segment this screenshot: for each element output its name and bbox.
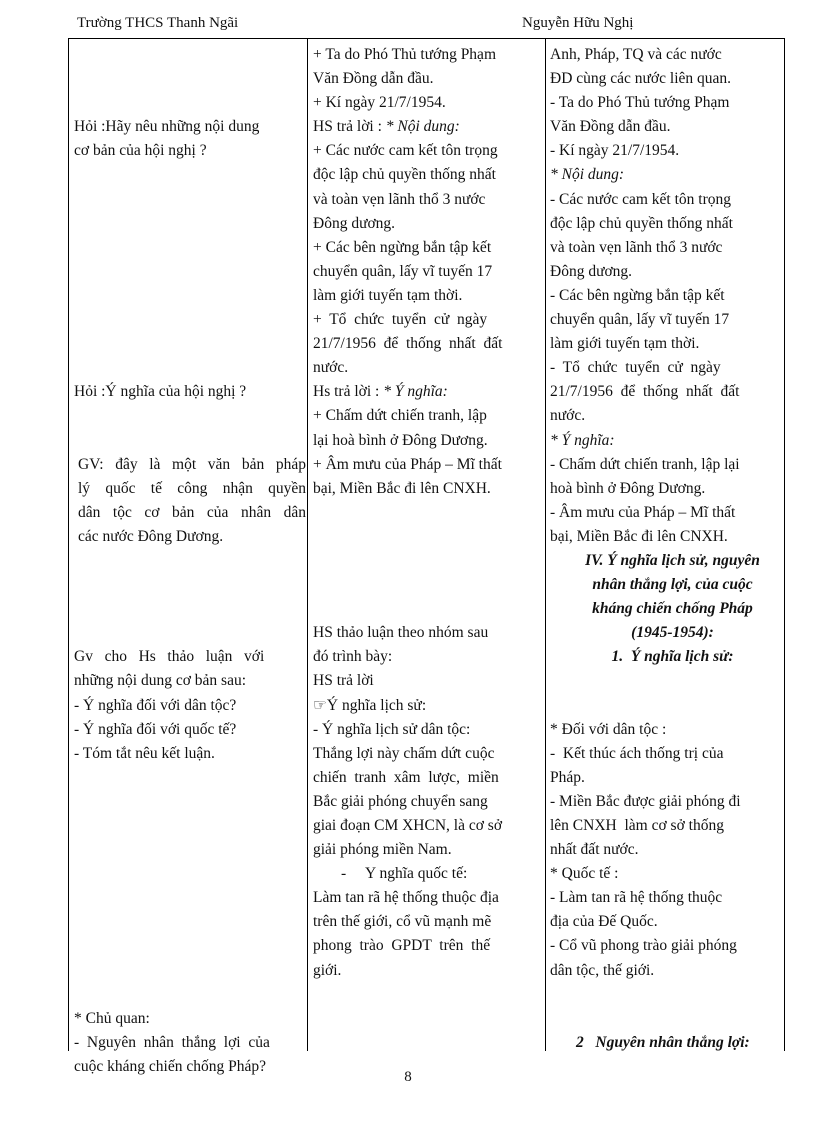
table-right-border [784, 38, 785, 1051]
table-divider-2 [545, 38, 546, 1051]
question-content: Hỏi :Hãy nêu những nội dung [74, 118, 260, 136]
section-heading: IV. Ý nghĩa lịch sử, nguyên nhân thắng lợi, của cuộc kháng chiến chống Pháp (1945-1954): 1. Ý nghĩa lịch sử: [585, 551, 760, 666]
header-school: Trường THCS Thanh Ngãi [77, 15, 239, 31]
student-column: + Ta do Phó Thủ tướng Phạm Văn Đồng dẫn đầu. + Kí ngày 21/7/1954. HS trả lời : * Nội dung: + Các nước cam kết tôn trọng độc lập chủ quyền thống nhất và toàn vẹn lãnh thổ 3 nước Đông dương. + Các bên ngừng bắn tập kết chuyển quân, lấy vĩ tuyến 17 làm giới tuyến tạm thời. + Tổ chức tuyển cử ngày 21/7/1956 để thống nhất đất nước. Hs trả lời : * Ý nghĩa: + Chấm dứt chiến tranh, lập lại hoà bình ở Đông Dương. + Âm mưu của Pháp – Mĩ thất bại, Miền Bắc đi lên CNXH. HS thảo luận theo nhóm sau đó trình bày: HS trả lời ☞Ý nghĩa lịch sử: - Ý nghĩa lịch sử dân tộc: Thắng lợi này chấm dứt cuộc chiến tranh xâm lược, miền Bắc giải phóng chuyển sang giai đoạn CM XHCN, là cơ sở giải phóng miền Nam. - Y nghĩa quốc tế: Làm tan rã hệ thống thuộc địa trên thế giới, cổ vũ mạnh mẽ phong trào GPDT trên thế giới. [313, 46, 503, 979]
discussion-prompt: Gv cho Hs thảo luận với [74, 648, 265, 666]
teacher-column: Hỏi :Hãy nêu những nội dung cơ bản của hội nghị ? Hỏi :Ý nghĩa của hội nghị ? GV: đây là một văn bản pháp lý quốc tế công nhận quyền dân tộc cơ bản của nhân dân các nước Đông Dương. Gv cho Hs thảo luận với những nội dung cơ bản sau: - Ý nghĩa đối với dân tộc? - Ý nghĩa đối với quốc tế? - Tóm tắt nêu kết luận. * Chủ quan: - Nguyên nhân thắng lợi của cuộc kháng chiến chống Pháp? [74, 43, 306, 1079]
header-author: Nguyễn Hữu Nghị [522, 15, 634, 31]
subjective-heading: * Chủ quan: [74, 1009, 150, 1027]
page-number: 8 [404, 1069, 412, 1085]
table-divider-1 [307, 38, 308, 1051]
question-meaning: Hỏi :Ý nghĩa của hội nghị ? [74, 383, 247, 401]
teacher-note: GV: đây là một văn bản pháp lý quốc tế công nhận quyền dân tộc cơ bản của nhân dân các nước Đông Dương. [78, 455, 306, 545]
table-left-border [68, 38, 69, 1051]
subheading-causes: 2 Nguyên nhân thắng lợi: [576, 1033, 750, 1051]
content-column: Anh, Pháp, TQ và các nước ĐD cùng các nước liên quan. - Ta do Phó Thủ tướng Phạm Văn Đồng dẫn đầu. - Kí ngày 21/7/1954. * Nội dung: - Các nước cam kết tôn trọng độc lập chủ quyền thống nhất và toàn vẹn lãnh thổ 3 nước Đông dương. - Các bên ngừng bắn tập kết chuyển quân, lấy vĩ tuyến 17 làm giới tuyến tạm thời. - Tổ chức tuyển cử ngày 21/7/1956 để thống nhất đất nước. * Ý nghĩa: - Chấm dứt chiến tranh, lập lại hoà bình ở Đông Dương. - Âm mưu của Pháp – Mĩ thất bại, Miền Bắc đi lên CNXH. IV. Ý nghĩa lịch sử, nguyên nhân thắng lợi, của cuộc kháng chiến chống Pháp (1945-1954): 1. Ý nghĩa lịch sử: * Đối với dân tộc : - Kết thúc ách thống trị của Pháp. - Miền Bắc được giải phóng đi lên CNXH làm cơ sở thống nhất đất nước. * Quốc tế : - Làm tan rã hệ thống thuộc địa của Đế Quốc. - Cổ vũ phong trào giải phóng dân tộc, thế giới. 2 Nguyên nhân thắng lợi: [550, 43, 777, 1055]
table-top-border [68, 38, 785, 39]
